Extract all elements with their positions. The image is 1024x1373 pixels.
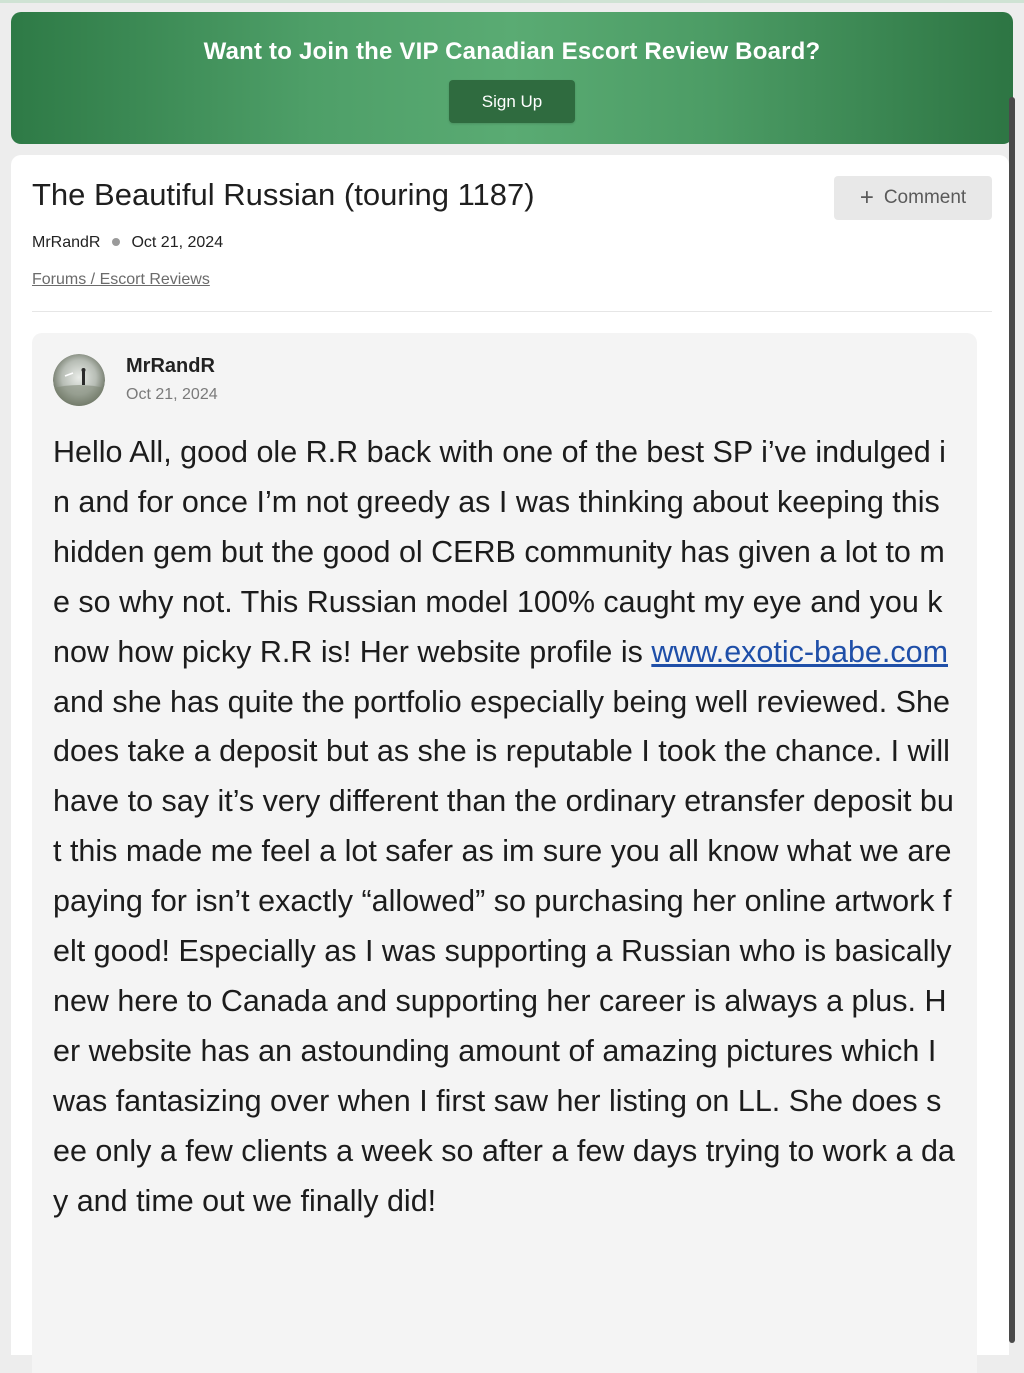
post-text-after-link: and she has quite the portfolio especially being well reviewed. She does take a deposit but as she is reputable I took the chance. I will have to say it’s very different than the ordinary etransfer deposit but this made me feel a lot safer as im sure you all know what we are paying for isn’t exactly “allowed” so purchasing her online artwork felt good! Especially as I was supporting a Russian who is basically new here to Canada and supporting her career is always a plus. Her website has an astounding amount of amazing pictures which I was fantasizing over when I first saw her listing on LL. She does see only a few clients a week so after a few days trying to work a day and time out we finally did! xyxy=(53,684,955,1218)
scrollbar[interactable] xyxy=(1009,97,1015,1343)
post-date: Oct 21, 2024 xyxy=(126,386,218,403)
plus-icon: + xyxy=(859,184,874,211)
post-author[interactable]: MrRandR xyxy=(126,355,215,377)
breadcrumb[interactable]: Forums / Escort Reviews xyxy=(32,271,210,288)
thread-author[interactable]: MrRandR xyxy=(32,234,101,251)
vip-banner xyxy=(11,12,1013,144)
thread-meta xyxy=(32,234,223,252)
post-body xyxy=(53,428,957,1227)
banner-title: Want to Join the VIP Canadian Escort Review Board? xyxy=(203,38,821,65)
avatar[interactable] xyxy=(53,354,105,406)
thread-date: Oct 21, 2024 xyxy=(131,234,224,251)
top-accent-line xyxy=(0,0,1024,3)
signup-button[interactable]: Sign Up xyxy=(449,80,575,123)
comment-button-label: Comment xyxy=(883,187,967,208)
thread-title: The Beautiful Russian (touring 1187) xyxy=(32,177,535,212)
website-link[interactable]: www.exotic-babe.com xyxy=(651,634,948,669)
divider xyxy=(32,311,992,312)
separator-dot xyxy=(112,238,120,246)
post-text-before-link: Hello All, good ole R.R back with one of the best SP i’ve indulged in and for once I’m not greedy as I was thinking about keeping this hidden gem but the good ol CERB community has given a lot to me so why not. This Russian model 100% caught my eye and you know how picky R.R is! Her website profile is xyxy=(53,435,946,669)
comment-button[interactable] xyxy=(834,176,992,220)
thread-card xyxy=(11,155,1009,1355)
post xyxy=(32,333,977,1373)
